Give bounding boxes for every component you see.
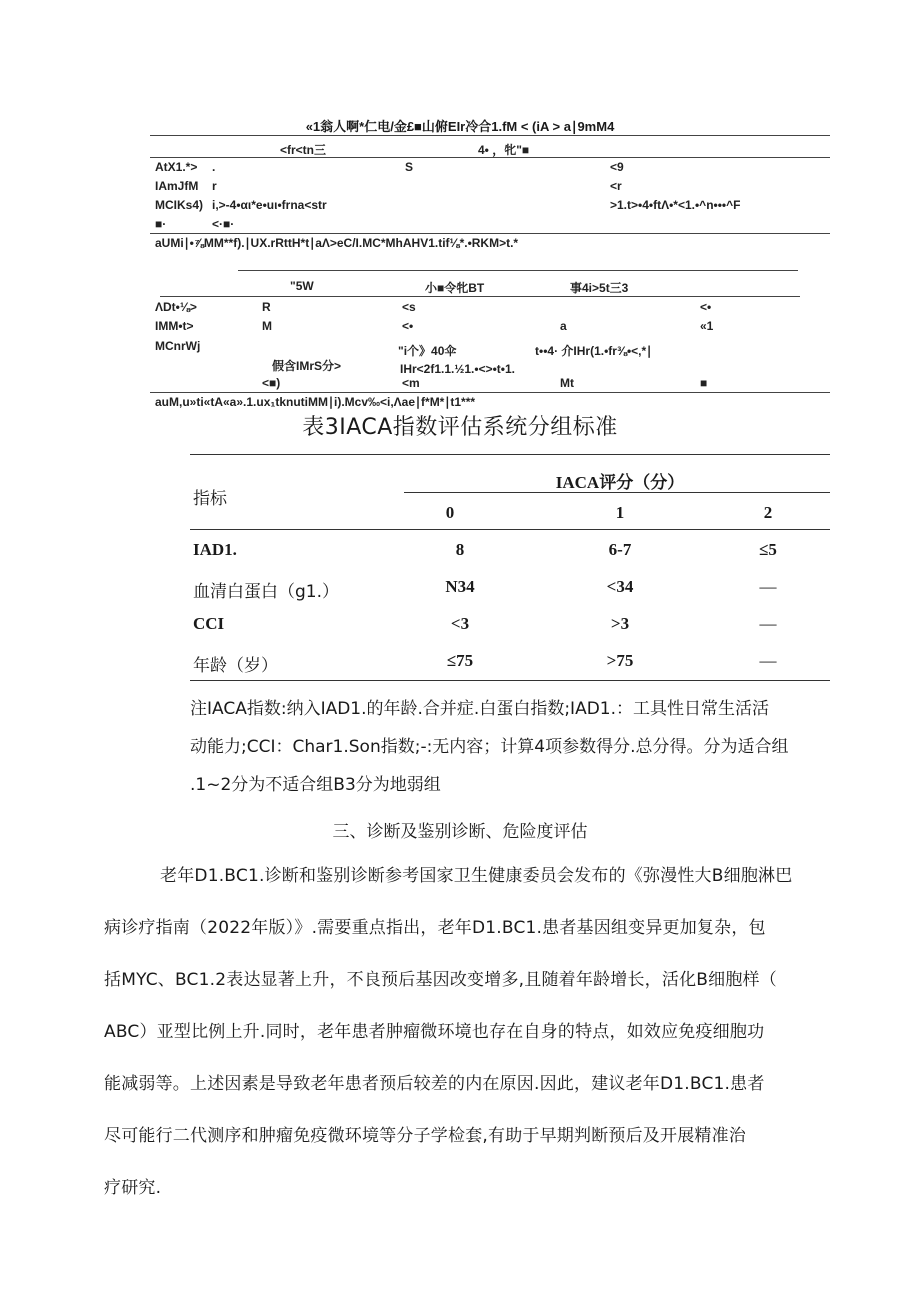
table3-bottom-rule [190,680,830,681]
table3-note-line-2: 动能力;CCI：Char1.Son指数;-:无内容；计算4项参数得分.总分得。分为适合组 [190,737,789,757]
table2-row3-c3: "i个》40伞 [398,344,457,358]
table3-subheader-rule [404,492,830,493]
table3-row-age-name: 年龄（岁） [193,656,278,676]
table1-row2-c2: r [212,179,217,193]
table3-row-age-v0: ≤75 [446,651,474,670]
table3-note-line-3: .1~2分为不适合组B3分为地弱组 [190,775,441,795]
table1-row1-c3: S [405,160,414,174]
table1-row4-c1: ■· [155,217,167,231]
section-paragraph-line-4: ABC）亚型比例上升.同时，老年患者肿瘤微环境也存在自身的特点，如效应免疫细胞功 [104,1022,765,1042]
table2-row3-c4: t••4· 介IHr(1.•fr⅜•<,*∣ [535,344,653,358]
table3-note-line-1: 注IACA指数:纳入IAD1.的年龄.合并症.白蛋白指数;IAD1.：工具性日常生活活 [190,699,770,719]
table3-header-score: IACA评分（分） [555,473,685,492]
table3-score-col-1: 1 [615,503,625,522]
table3-row-cci-v0: <3 [450,614,470,633]
table2-row1-c2: R [262,300,271,314]
section-paragraph-line-1: 老年D1.BC1.诊断和鉴别诊断参考国家卫生健康委员会发布的《弥漫性大B细胞淋巴 [160,866,793,886]
table3-row-cci-name: CCI [193,614,225,633]
section-paragraph-line-6: 尽可能行二代测序和肿瘤免疫微环境等分子学检套,有助于早期判断预后及开展精准治 [104,1126,747,1146]
table3-row-cci-v1: >3 [610,614,630,633]
table2-bottom-rule [150,392,830,393]
table2-extra2-c3: Mt [560,376,574,390]
table2-row1-c5: <• [700,300,712,314]
table2-extra2-c4: ■ [700,376,708,390]
table1-row4-c2: <·■· [212,217,235,231]
table1-row1-c2: . [212,160,216,174]
table2-extra1-c1: 假含IMrS分> [272,359,342,373]
section-paragraph-line-3: 括MYC、BC1.2表达显著上升，不良预后基因改变增多,且随着年龄增长，活化B细胞样（ [104,970,777,990]
table2-header-1: "5W [290,279,314,293]
table1-row2-c4: <r [610,179,622,193]
table2-extra2-c1: <■) [262,376,281,390]
section-heading: 三、诊断及鉴别诊断、危险度评估 [332,822,588,842]
table3-score-col-0: 0 [445,503,455,522]
table3-row-cci-v2: — [759,614,777,633]
table2-header-3: 事4i>5t三3 [570,281,629,295]
table1-title: «1翁人啊*仁电/金£■山俯EIr冷合1.fM < (iA > a∣9mM4 [305,119,615,134]
table2-top-rule [238,270,798,271]
table2-header-2: 小■令牝BT [425,281,485,295]
table2-row2-c1: IMM•t> [155,319,194,333]
table1-row2-c1: IAmJfM [155,179,199,193]
table3-row-albumin-v2: — [759,577,777,596]
table2-row3-c1: MCnrWj [155,339,201,353]
table2-footnote: auM,u»ti«tA«a».1.ux₁tknutiMM∣i).Mcv‰<i,Λae∣f*M*∣t1*** [155,395,476,409]
table1-header-2: 4• ，牝"■ [478,143,530,157]
table1-row3-c4: >1.t>•4•ftΛ•*<1.•^n•••^F [610,198,741,212]
section-paragraph-line-5: 能减弱等。上述因素是导致老年患者预后较差的内在原因.因此，建议老年D1.BC1.患者 [104,1074,765,1094]
table2-extra1-c2: IHr<2f1.1.½1.•<>•t•1. [400,362,516,376]
table3-row-age-v2: — [759,651,777,670]
table2-row2-c2: M [262,319,272,333]
table1-footnote: aUMi∣•⅞MM**f).∣UX.rRttH*t∣aΛ>eC/I.MC*MhAHV1.tif⅛*.•RKM>t.* [155,236,519,250]
table2-row1-c1: ΛDt•⅛> [155,300,197,314]
table1-row1-c1: AtX1.*> [155,160,198,174]
table1-row3-c2: i,>-4•αι*e•uι•frna<str [212,198,327,212]
table2-row1-c3: <s [402,300,416,314]
table3-row-iadl-name: IAD1. [193,540,237,559]
section-paragraph-line-2: 病诊疗指南（2022年版）》.需要重点指出，老年D1.BC1.患者基因组变异更加复杂，包 [104,918,766,938]
table3-row-iadl-v1: 6-7 [608,540,632,559]
section-paragraph-line-7: 疗研究. [104,1178,162,1198]
table3-row-iadl-v2: ≤5 [759,540,777,559]
table3-top-rule [190,454,830,455]
table3-row-albumin-name: 血清白蛋白（g1.） [193,582,340,602]
table2-header-rule [160,296,800,297]
table1-row3-c1: MCIKs4) [155,198,204,212]
table3-row-age-v1: >75 [606,651,634,670]
table2-extra2-c2: <m [402,376,420,390]
table3-row-albumin-v1: <34 [606,577,634,596]
table2-row2-c5: «1 [700,319,714,333]
table3-score-col-2: 2 [763,503,773,522]
table1-row1-c4: <9 [610,160,624,174]
table2-row2-c3: <• [402,319,414,333]
table3-header-indicator: 指标 [193,489,227,509]
table1-header-1: <fr<tn三 [280,143,327,157]
table3-row-iadl-v0: 8 [455,540,465,559]
table1-bottom-rule [150,233,830,234]
table1-header-rule [150,157,830,158]
table3-row-albumin-v0: N34 [445,577,475,596]
table1-top-rule [150,135,830,136]
table3-header-rule [190,529,830,530]
table2-row2-c4: a [560,319,567,333]
table3-title: 表3IACA指数评估系统分组标准 [302,415,618,440]
